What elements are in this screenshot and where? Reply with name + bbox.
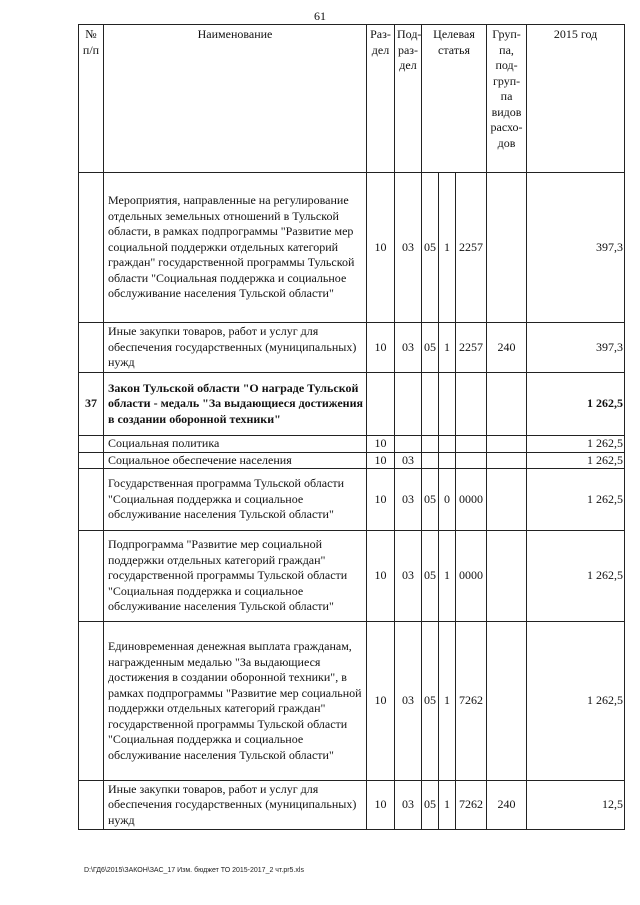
page-number: 61	[314, 9, 326, 23]
header-vid-rashodov: Груп- па, под- груп- па видов расхо- дов	[487, 25, 527, 173]
row-amount: 1 262,5	[527, 622, 625, 781]
header-celevaya-statya: Целевая статья	[422, 25, 487, 173]
table-row	[79, 781, 625, 830]
row-target-subprogram: 0	[439, 469, 456, 531]
table-row	[79, 622, 625, 781]
header-razdel: Раз- дел	[367, 25, 395, 173]
row-expense-type: 240	[487, 323, 527, 373]
table-row	[79, 452, 625, 469]
row-target-program	[422, 452, 439, 469]
row-number	[79, 173, 104, 323]
row-target-subprogram: 1	[439, 323, 456, 373]
row-podrazdel	[395, 436, 422, 453]
row-target-program: 05	[422, 323, 439, 373]
row-expense-type	[487, 531, 527, 622]
row-name: Единовременная денежная выплата гражданам, награжденным медалью "За выдающиеся достижения в создании оборонной техники", в рамках подпрограммы "Развитие мер социальной поддержки отдельных категорий граждан" государственной программы Тульской области "Социальная поддержка и социальное обслуживание населения Тульской области"	[104, 622, 367, 781]
row-name: Социальное обеспечение населения	[104, 452, 367, 469]
row-expense-type	[487, 622, 527, 781]
row-razdel: 10	[367, 781, 395, 830]
row-razdel: 10	[367, 622, 395, 781]
row-target-subprogram	[439, 373, 456, 436]
row-razdel: 10	[367, 452, 395, 469]
row-target-direction: 2257	[456, 173, 487, 323]
row-number	[79, 323, 104, 373]
row-razdel: 10	[367, 173, 395, 323]
table-row	[79, 373, 625, 436]
header-name: Наименование	[104, 25, 367, 173]
row-number	[79, 531, 104, 622]
row-razdel: 10	[367, 436, 395, 453]
row-razdel: 10	[367, 323, 395, 373]
row-amount: 397,3	[527, 173, 625, 323]
row-number	[79, 469, 104, 531]
row-name: Закон Тульской области "О награде Тульской области - медаль "За выдающиеся достижения в создании оборонной техники"	[104, 373, 367, 436]
row-amount: 1 262,5	[527, 469, 625, 531]
table-row	[79, 531, 625, 622]
row-expense-type	[487, 173, 527, 323]
row-name: Подпрограмма "Развитие мер социальной поддержки отдельных категорий граждан" государственной программы Тульской области "Социальная поддержка и социальное обслуживание населения Тульской области"	[104, 531, 367, 622]
row-target-program	[422, 373, 439, 436]
row-target-direction	[456, 436, 487, 453]
row-podrazdel	[395, 373, 422, 436]
header-year: 2015 год	[527, 25, 625, 173]
row-amount: 397,3	[527, 323, 625, 373]
row-podrazdel: 03	[395, 469, 422, 531]
table-row	[79, 173, 625, 323]
row-target-direction: 2257	[456, 323, 487, 373]
row-target-subprogram: 1	[439, 622, 456, 781]
row-razdel: 10	[367, 531, 395, 622]
row-number	[79, 781, 104, 830]
table-row	[79, 469, 625, 531]
row-target-direction: 0000	[456, 469, 487, 531]
row-amount: 1 262,5	[527, 373, 625, 436]
row-amount: 1 262,5	[527, 531, 625, 622]
row-target-program: 05	[422, 173, 439, 323]
row-number: 37	[79, 373, 104, 436]
row-expense-type: 240	[487, 781, 527, 830]
budget-table	[78, 24, 625, 830]
row-expense-type	[487, 452, 527, 469]
row-target-direction	[456, 452, 487, 469]
row-expense-type	[487, 436, 527, 453]
row-target-direction: 0000	[456, 531, 487, 622]
table-row	[79, 436, 625, 453]
row-name: Иные закупки товаров, работ и услуг для обеспечения государственных (муниципальных) нужд	[104, 781, 367, 830]
row-number	[79, 452, 104, 469]
row-target-program: 05	[422, 469, 439, 531]
row-podrazdel: 03	[395, 781, 422, 830]
row-target-direction: 7262	[456, 622, 487, 781]
row-podrazdel: 03	[395, 173, 422, 323]
file-path-footer: D:\ГД6\2015\ЗАКОН\ЗАС_17 Изм. бюджет ТО 2015-2017_2 чт.pr5.xls	[84, 867, 304, 874]
row-target-subprogram	[439, 436, 456, 453]
row-target-program: 05	[422, 622, 439, 781]
row-name: Мероприятия, направленные на регулирование отдельных земельных отношений в Тульской области, в рамках подпрограммы "Развитие мер социальной поддержки отдельных категорий граждан" государственной программы Тульской области "Социальная поддержка и социальное обслуживание населения Тульской области"	[104, 173, 367, 323]
header-num: № п/п	[79, 25, 104, 173]
row-amount: 12,5	[527, 781, 625, 830]
row-target-program	[422, 436, 439, 453]
row-name: Государственная программа Тульской области "Социальная поддержка и социальное обслуживание населения Тульской области"	[104, 469, 367, 531]
row-podrazdel: 03	[395, 531, 422, 622]
row-number	[79, 622, 104, 781]
row-expense-type	[487, 373, 527, 436]
row-target-subprogram: 1	[439, 531, 456, 622]
row-target-direction	[456, 373, 487, 436]
row-target-direction: 7262	[456, 781, 487, 830]
row-target-subprogram: 1	[439, 173, 456, 323]
row-target-subprogram	[439, 452, 456, 469]
row-target-program: 05	[422, 781, 439, 830]
row-podrazdel: 03	[395, 622, 422, 781]
row-target-program: 05	[422, 531, 439, 622]
table-row	[79, 323, 625, 373]
row-name: Иные закупки товаров, работ и услуг для обеспечения государственных (муниципальных) нужд	[104, 323, 367, 373]
row-razdel	[367, 373, 395, 436]
row-number	[79, 436, 104, 453]
row-podrazdel: 03	[395, 323, 422, 373]
row-amount: 1 262,5	[527, 436, 625, 453]
row-amount: 1 262,5	[527, 452, 625, 469]
row-razdel: 10	[367, 469, 395, 531]
row-expense-type	[487, 469, 527, 531]
row-name: Социальная политика	[104, 436, 367, 453]
row-podrazdel: 03	[395, 452, 422, 469]
header-podrazdel: Под- раз- дел	[395, 25, 422, 173]
table-header-row	[79, 25, 625, 173]
row-target-subprogram: 1	[439, 781, 456, 830]
